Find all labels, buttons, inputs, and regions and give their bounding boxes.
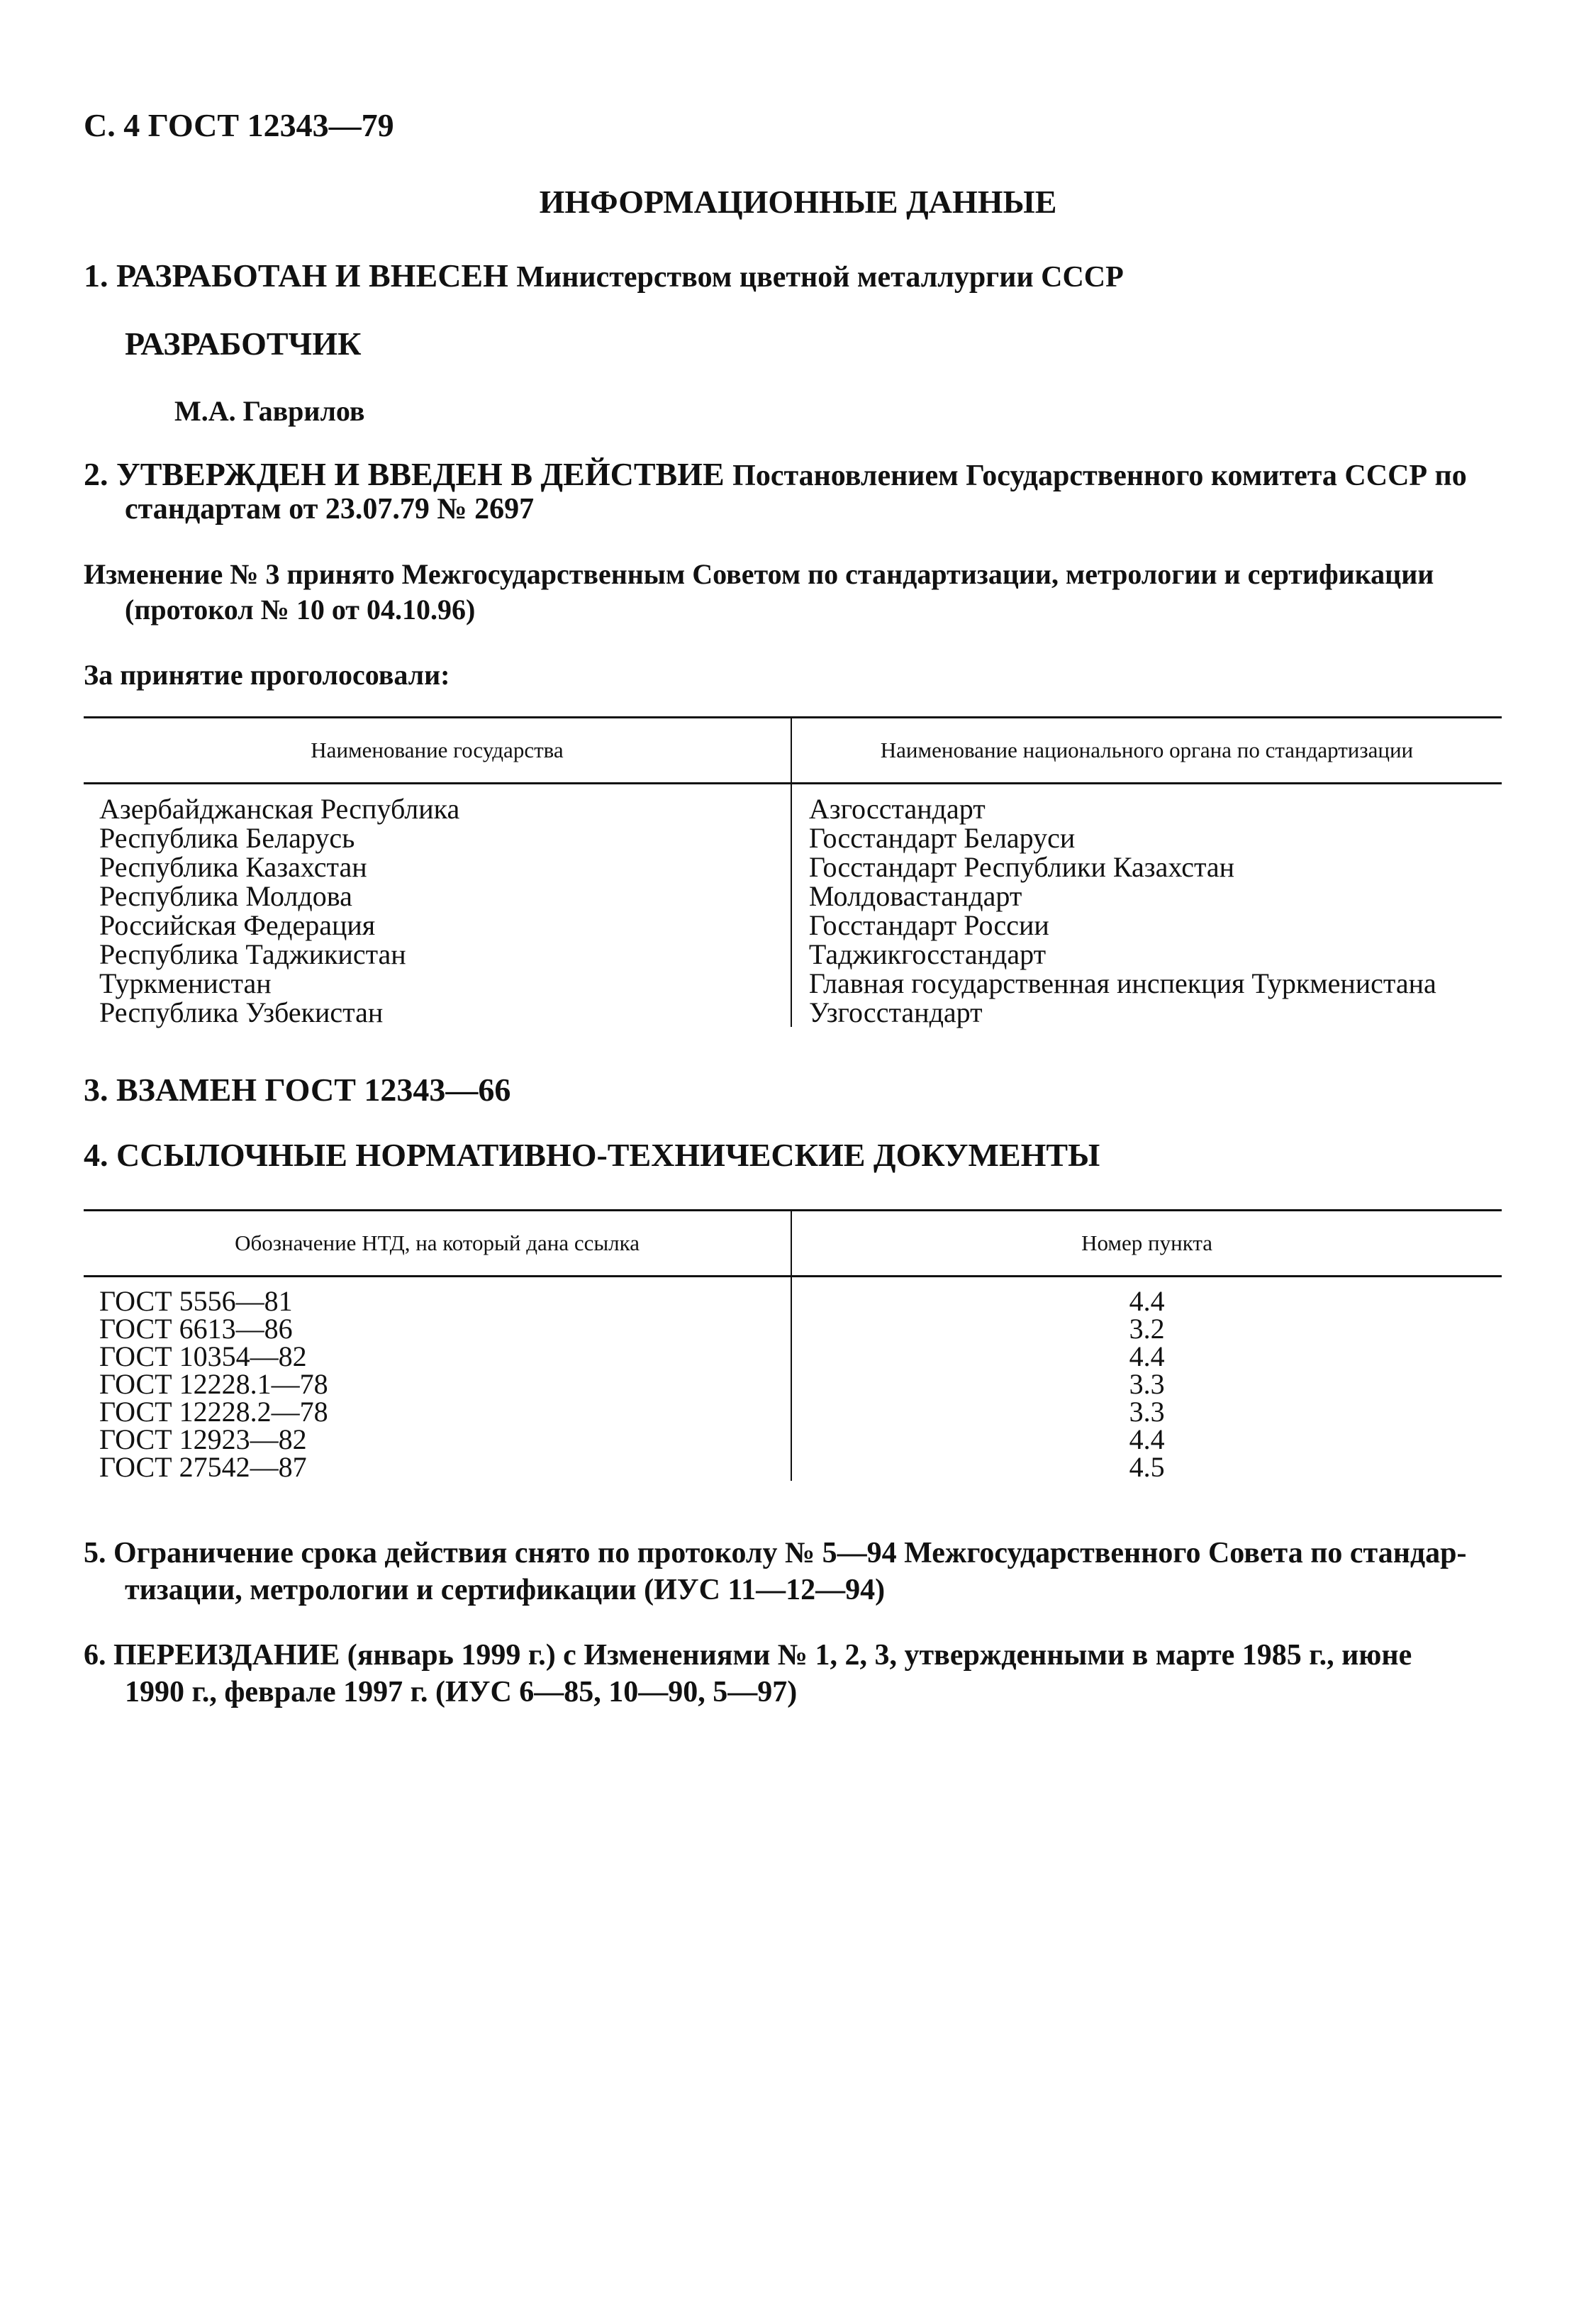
item-6-text-1: ПЕРЕИЗДАНИЕ (январь 1999 г.) с Изменениями № 1, 2, 3, утвержденными в марте 1985 г., июне	[113, 1639, 1412, 1672]
change-line-2: (протокол № 10 от 04.10.96)	[125, 594, 476, 626]
ref-doc: ГОСТ 10354—82	[99, 1340, 307, 1372]
page-title: ИНФОРМАЦИОННЫЕ ДАННЫЕ	[539, 184, 1057, 220]
item-1-heading: РАЗРАБОТАН И ВНЕСЕН	[116, 257, 508, 294]
item-5-line-1	[84, 1536, 1466, 1570]
state-name: Республика Беларусь	[99, 822, 355, 854]
developer-label: РАЗРАБОТЧИК	[125, 326, 362, 362]
references-table	[84, 1209, 1502, 1481]
table-row	[84, 1453, 1502, 1481]
item-5-text-1: Ограничение срока действия снято по протоколу № 5—94 Межгосударственного Совета по стандар-	[113, 1537, 1467, 1569]
item-4	[84, 1136, 1100, 1174]
state-body: Узгосстандарт	[791, 998, 1502, 1027]
table-row	[84, 823, 1502, 852]
state-name: Республика Молдова	[99, 880, 352, 912]
state-name: Азербайджанская Республика	[99, 793, 460, 825]
table-row	[84, 1277, 1502, 1316]
states-header-body: Наименование национального органа по стандартизации	[791, 718, 1502, 784]
item-1	[84, 257, 1124, 294]
ref-doc: ГОСТ 12228.1—78	[99, 1368, 328, 1400]
ref-doc: ГОСТ 5556—81	[99, 1285, 293, 1317]
ref-clause: 3.3	[791, 1370, 1502, 1398]
state-body: Госстандарт Республики Казахстан	[791, 852, 1502, 882]
table-row	[84, 998, 1502, 1027]
developer-name: М.А. Гаврилов	[174, 395, 365, 427]
table-row	[84, 969, 1502, 998]
states-table-header	[84, 718, 1502, 784]
state-name: Российская Федерация	[99, 909, 376, 941]
ref-clause: 4.5	[791, 1453, 1502, 1481]
ref-doc: ГОСТ 27542—87	[99, 1451, 307, 1483]
references-table-header	[84, 1211, 1502, 1277]
state-body: Госстандарт Беларуси	[791, 823, 1502, 852]
state-body: Азгосстандарт	[791, 784, 1502, 824]
item-3	[84, 1071, 510, 1108]
table-row	[84, 1315, 1502, 1343]
page-header: С. 4 ГОСТ 12343—79	[84, 107, 394, 143]
state-name: Туркменистан	[99, 967, 272, 999]
table-row	[84, 784, 1502, 824]
references-header-clause: Номер пункта	[791, 1211, 1502, 1277]
table-row	[84, 940, 1502, 969]
table-row	[84, 1425, 1502, 1453]
table-row	[84, 882, 1502, 911]
item-2-line-1	[84, 455, 1467, 493]
state-name: Республика Узбекистан	[99, 996, 384, 1028]
table-row	[84, 1343, 1502, 1370]
state-body: Госстандарт России	[791, 911, 1502, 940]
item-4-number: 4.	[84, 1137, 108, 1173]
ref-clause: 4.4	[791, 1425, 1502, 1453]
state-body: Молдовастандарт	[791, 882, 1502, 911]
item-3-number: 3.	[84, 1072, 108, 1108]
table-row	[84, 1370, 1502, 1398]
table-row	[84, 1398, 1502, 1425]
ref-doc: ГОСТ 6613—86	[99, 1313, 293, 1345]
item-6-line-2: 1990 г., феврале 1997 г. (ИУС 6—85, 10—90, 5—97)	[125, 1676, 798, 1708]
item-6-line-1	[84, 1638, 1412, 1672]
state-body: Главная государственная инспекция Туркменистана	[791, 969, 1502, 998]
item-1-text: Министерством цветной металлургии СССР	[516, 261, 1124, 294]
ref-doc: ГОСТ 12228.2—78	[99, 1396, 328, 1428]
item-2-number: 2.	[84, 456, 108, 492]
states-table	[84, 716, 1502, 1027]
item-3-text: ВЗАМЕН ГОСТ 12343—66	[116, 1072, 511, 1108]
item-1-number: 1.	[84, 257, 108, 294]
item-2-heading: УТВЕРЖДЕН И ВВЕДЕН В ДЕЙСТВИЕ	[116, 456, 725, 492]
table-row	[84, 852, 1502, 882]
item-5-number: 5.	[84, 1537, 106, 1569]
voted-label: За принятие проголосовали:	[84, 659, 450, 691]
state-name: Республика Таджикистан	[99, 938, 406, 970]
ref-clause: 3.2	[791, 1315, 1502, 1343]
ref-doc: ГОСТ 12923—82	[99, 1423, 307, 1455]
table-row	[84, 911, 1502, 940]
item-2-line-2: стандартам от 23.07.79 № 2697	[125, 493, 535, 526]
item-2-text: Постановлением Государственного комитета СССР по	[732, 460, 1467, 492]
ref-clause: 3.3	[791, 1398, 1502, 1425]
ref-clause: 4.4	[791, 1277, 1502, 1316]
references-header-doc: Обозначение НТД, на который дана ссылка	[84, 1211, 791, 1277]
item-4-text: ССЫЛОЧНЫЕ НОРМАТИВНО-ТЕХНИЧЕСКИЕ ДОКУМЕНТЫ	[116, 1137, 1100, 1173]
ref-clause: 4.4	[791, 1343, 1502, 1370]
change-line-1: Изменение № 3 принято Межгосударственным Советом по стандартизации, метрологии и сертификации	[84, 558, 1434, 590]
state-name: Республика Казахстан	[99, 851, 367, 883]
item-5-line-2: тизации, метрологии и сертификации (ИУС 11—12—94)	[125, 1574, 886, 1606]
state-body: Таджикгосстандарт	[791, 940, 1502, 969]
item-6-number: 6.	[84, 1639, 106, 1672]
states-header-country: Наименование государства	[84, 718, 791, 784]
